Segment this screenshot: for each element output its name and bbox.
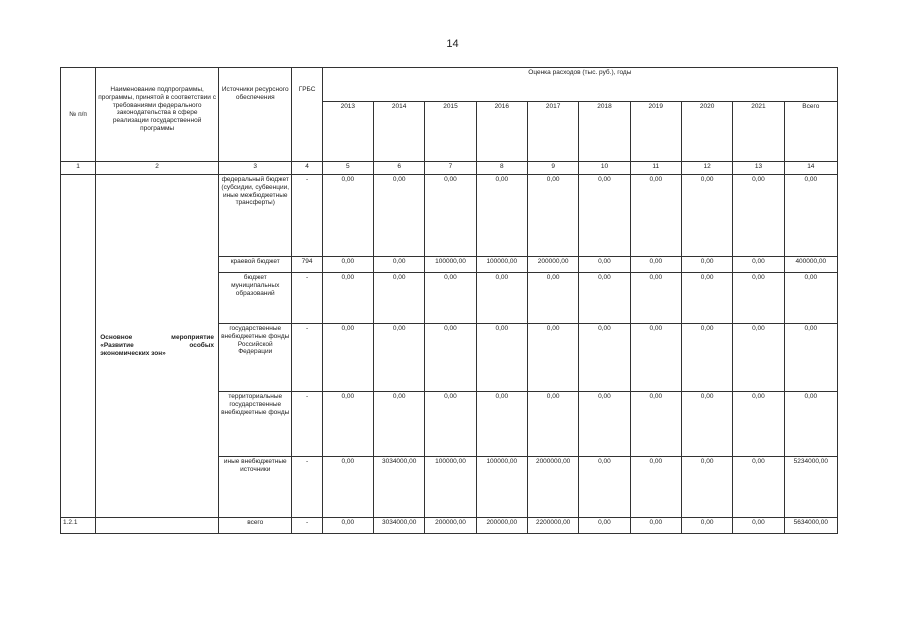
value-cell: 0,00 [579,175,630,257]
value-cell: 0,00 [681,273,732,324]
value-cell: 0,00 [784,324,837,392]
value-cell: 0,00 [733,257,784,273]
total-value-cell: 200000,00 [476,518,527,534]
column-number: 10 [579,162,630,175]
value-cell: 0,00 [527,175,578,257]
header-year: 2018 [579,102,630,162]
total-value-cell: 200000,00 [425,518,476,534]
value-cell: 0,00 [681,257,732,273]
total-value-cell: 0,00 [322,518,373,534]
column-number: 3 [219,162,292,175]
value-cell: 0,00 [322,257,373,273]
header-num: № п/п [61,68,96,162]
value-cell: 0,00 [425,324,476,392]
value-cell: 0,00 [733,273,784,324]
value-cell: 0,00 [579,273,630,324]
column-number: 14 [784,162,837,175]
activity-line: Основное мероприятие [100,334,214,342]
header-year: 2016 [476,102,527,162]
header-year: 2013 [322,102,373,162]
value-cell: 0,00 [425,392,476,457]
column-number: 6 [373,162,424,175]
total-value-cell: 0,00 [579,518,630,534]
value-cell: 0,00 [681,457,732,518]
value-cell: 0,00 [681,175,732,257]
total-label: всего [219,518,292,534]
value-cell: 0,00 [733,324,784,392]
value-cell: 100000,00 [476,457,527,518]
value-cell: 0,00 [784,175,837,257]
row-number: 1.2.1 [61,518,96,534]
value-cell: 0,00 [476,392,527,457]
column-number: 1 [61,162,96,175]
value-cell: 0,00 [425,175,476,257]
header-year: 2020 [681,102,732,162]
value-cell: 0,00 [373,273,424,324]
funding-source: территориальные государственные внебюджетные фонды [219,392,292,457]
value-cell: 0,00 [630,392,681,457]
header-name: Наименование подпрограммы, программы, принятой в соответствии с требованиями федерального законодательства в сфере реализации государственной программы [96,68,219,162]
header-grbs: ГРБС [292,68,322,162]
value-cell: 0,00 [733,175,784,257]
header-year: 2021 [733,102,784,162]
value-cell: 0,00 [630,257,681,273]
header-year: 2014 [373,102,424,162]
header-estimate: Оценка расходов (тыс. руб.), годы [322,68,837,102]
grbs-code: - [292,324,322,392]
value-cell: 0,00 [322,457,373,518]
column-number: 7 [425,162,476,175]
total-value-cell: 2200000,00 [527,518,578,534]
value-cell: 0,00 [630,324,681,392]
value-cell: 0,00 [579,324,630,392]
value-cell: 0,00 [579,257,630,273]
grbs-code: - [292,175,322,257]
value-cell: 100000,00 [476,257,527,273]
grbs-code: - [292,518,322,534]
value-cell: 0,00 [630,175,681,257]
value-cell: 0,00 [630,273,681,324]
value-cell: 3034000,00 [373,457,424,518]
total-value-cell: 3034000,00 [373,518,424,534]
column-number: 4 [292,162,322,175]
header-source: Источники ресурсного обеспечения [219,68,292,162]
column-number: 12 [681,162,732,175]
header-year: 2019 [630,102,681,162]
column-number: 2 [96,162,219,175]
value-cell: 5234000,00 [784,457,837,518]
value-cell: 0,00 [527,324,578,392]
value-cell: 0,00 [784,273,837,324]
value-cell: 0,00 [322,175,373,257]
value-cell: 400000,00 [784,257,837,273]
table-row [61,175,838,257]
page-number: 14 [446,38,459,50]
value-cell: 0,00 [527,273,578,324]
header-row [61,68,838,102]
value-cell: 0,00 [681,324,732,392]
value-cell: 200000,00 [527,257,578,273]
activity-line: экономических зон» [100,349,166,357]
total-value-cell: 0,00 [630,518,681,534]
total-value-cell: 0,00 [681,518,732,534]
value-cell: 0,00 [373,324,424,392]
header-total: Всего [784,102,837,162]
grbs-code: - [292,457,322,518]
value-cell: 0,00 [579,457,630,518]
value-cell: 0,00 [373,392,424,457]
value-cell: 0,00 [784,392,837,457]
header-year: 2017 [527,102,578,162]
value-cell: 0,00 [733,457,784,518]
value-cell: 0,00 [681,392,732,457]
expenditure-table [60,67,838,534]
activity-line: «Развитие особых [100,342,214,350]
value-cell: 100000,00 [425,457,476,518]
funding-source: бюджет муниципальных образований [219,273,292,324]
value-cell: 0,00 [322,324,373,392]
value-cell: 0,00 [373,257,424,273]
value-cell: 0,00 [476,273,527,324]
funding-source: иные внебюджетные источники [219,457,292,518]
column-number: 9 [527,162,578,175]
value-cell: 0,00 [476,175,527,257]
value-cell: 2000000,00 [527,457,578,518]
column-number: 11 [630,162,681,175]
value-cell: 0,00 [630,457,681,518]
total-value-cell: 5634000,00 [784,518,837,534]
column-number: 5 [322,162,373,175]
value-cell: 0,00 [476,324,527,392]
column-number: 13 [733,162,784,175]
row-num-cell [61,175,96,518]
column-number-row [61,162,838,175]
total-value-cell: 0,00 [733,518,784,534]
grbs-code: 794 [292,257,322,273]
grbs-code: - [292,273,322,324]
grbs-code: - [292,392,322,457]
header-year: 2015 [425,102,476,162]
total-row [61,518,838,534]
value-cell: 0,00 [527,392,578,457]
funding-source: краевой бюджет [219,257,292,273]
total-name-cell [96,518,219,534]
funding-source: федеральный бюджет (субсидии, субвенции, иные межбюджетные трансферты) [219,175,292,257]
value-cell: 0,00 [425,273,476,324]
value-cell: 0,00 [733,392,784,457]
activity-name [96,175,219,518]
value-cell: 0,00 [322,273,373,324]
funding-source: государственные внебюджетные фонды Российской Федерации [219,324,292,392]
value-cell: 0,00 [373,175,424,257]
value-cell: 100000,00 [425,257,476,273]
value-cell: 0,00 [322,392,373,457]
column-number: 8 [476,162,527,175]
value-cell: 0,00 [579,392,630,457]
